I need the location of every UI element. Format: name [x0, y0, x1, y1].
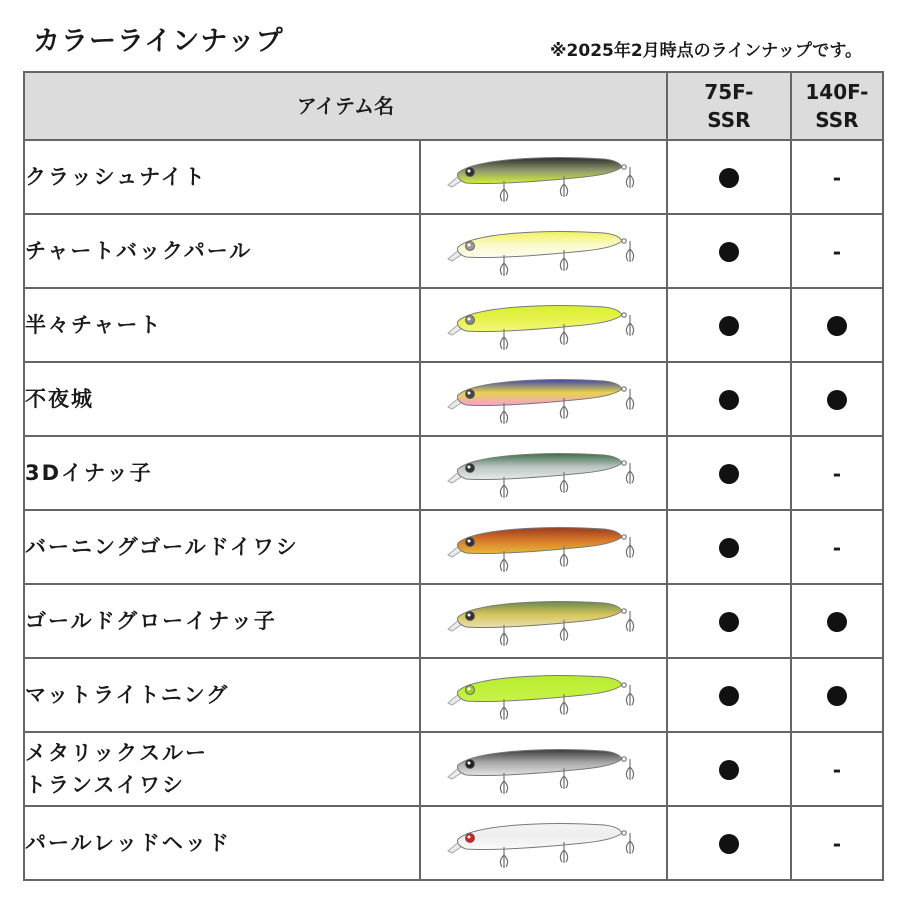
table-row: [24, 584, 883, 658]
table-row: [24, 436, 883, 510]
availability-140f-ssr: [791, 214, 883, 288]
availability-140f-ssr: [791, 806, 883, 880]
lure-cell: [420, 510, 667, 584]
table-row: [24, 288, 883, 362]
lure-image: [444, 441, 644, 505]
unavailable-mark: -: [832, 535, 842, 560]
header-75f-ssr-label: 75F- SSR: [704, 80, 754, 132]
table-row: [24, 658, 883, 732]
unavailable-mark: -: [832, 165, 842, 190]
availability-140f-ssr: [791, 140, 883, 214]
lure-image: [444, 663, 644, 727]
available-mark: [719, 464, 739, 484]
availability-140f-ssr: [791, 658, 883, 732]
table-row: [24, 214, 883, 288]
availability-75f-ssr: [667, 288, 791, 362]
available-mark: [719, 538, 739, 558]
item-name: クラッシュナイト: [24, 140, 420, 214]
availability-75f-ssr: [667, 658, 791, 732]
lure-cell: [420, 806, 667, 880]
available-mark: [719, 760, 739, 780]
lure-image: [444, 367, 644, 431]
item-name: メタリックスルー トランスイワシ: [24, 732, 420, 806]
item-name: 不夜城: [24, 362, 420, 436]
availability-75f-ssr: [667, 510, 791, 584]
available-mark: [719, 612, 739, 632]
unavailable-mark: -: [832, 461, 842, 486]
table-row: [24, 806, 883, 880]
header-75f-ssr: [667, 72, 791, 140]
availability-75f-ssr: [667, 806, 791, 880]
availability-75f-ssr: [667, 362, 791, 436]
lure-cell: [420, 214, 667, 288]
item-name: パールレッドヘッド: [24, 806, 420, 880]
unavailable-mark: -: [832, 757, 842, 782]
available-mark: [719, 242, 739, 262]
unavailable-mark: -: [832, 239, 842, 264]
available-mark: [719, 316, 739, 336]
table-row: [24, 510, 883, 584]
item-name: 3Dイナッ子: [24, 436, 420, 510]
header-140f-ssr: [791, 72, 883, 140]
lure-image: [444, 589, 644, 653]
lure-cell: [420, 658, 667, 732]
available-mark: [719, 390, 739, 410]
available-mark: [827, 316, 847, 336]
table-row: [24, 732, 883, 806]
table-header-row: [24, 72, 883, 140]
availability-75f-ssr: [667, 214, 791, 288]
availability-140f-ssr: [791, 436, 883, 510]
unavailable-mark: -: [832, 831, 842, 856]
lure-image: [444, 293, 644, 357]
availability-140f-ssr: [791, 584, 883, 658]
item-name: マットライトニング: [24, 658, 420, 732]
availability-75f-ssr: [667, 584, 791, 658]
page-title: カラーラインナップ: [33, 26, 284, 57]
lure-image: [444, 737, 644, 801]
available-mark: [827, 390, 847, 410]
item-name: ゴールドグローイナッ子: [24, 584, 420, 658]
available-mark: [827, 686, 847, 706]
lure-cell: [420, 362, 667, 436]
header-140f-ssr-label: 140F- SSR: [805, 80, 869, 132]
availability-140f-ssr: [791, 732, 883, 806]
available-mark: [719, 686, 739, 706]
availability-75f-ssr: [667, 732, 791, 806]
table-row: [24, 140, 883, 214]
availability-140f-ssr: [791, 362, 883, 436]
availability-140f-ssr: [791, 288, 883, 362]
lineup-date-note: ※2025年2月時点のラインナップです。: [550, 41, 862, 61]
availability-140f-ssr: [791, 510, 883, 584]
item-name: バーニングゴールドイワシ: [24, 510, 420, 584]
lure-cell: [420, 288, 667, 362]
lure-image: [444, 219, 644, 283]
lure-cell: [420, 732, 667, 806]
lure-image: [444, 811, 644, 875]
lure-cell: [420, 584, 667, 658]
available-mark: [719, 834, 739, 854]
header-item-name: アイテム名: [24, 72, 667, 140]
lure-image: [444, 145, 644, 209]
item-name: 半々チャート: [24, 288, 420, 362]
color-lineup-table: [23, 71, 884, 881]
item-name: チャートバックパール: [24, 214, 420, 288]
lure-cell: [420, 140, 667, 214]
availability-75f-ssr: [667, 140, 791, 214]
table-row: [24, 362, 883, 436]
availability-75f-ssr: [667, 436, 791, 510]
available-mark: [827, 612, 847, 632]
available-mark: [719, 168, 739, 188]
lure-image: [444, 515, 644, 579]
lure-cell: [420, 436, 667, 510]
